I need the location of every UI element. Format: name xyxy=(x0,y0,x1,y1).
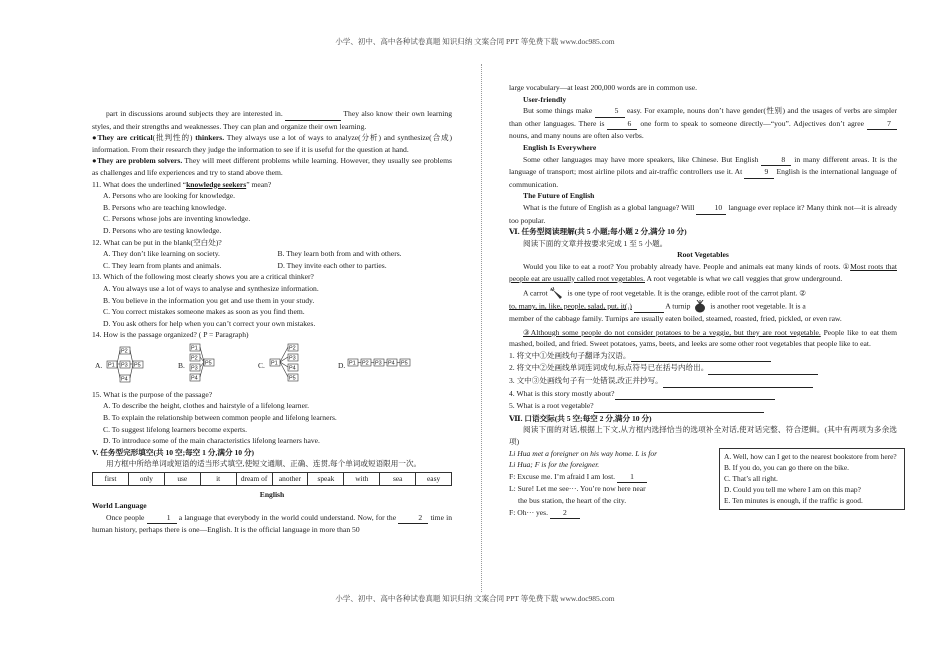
ev-text: Some other languages may have more speakers, like Chinese. But English xyxy=(523,154,759,164)
uf-text: easy. For example, nouns don’t have gender(性别) and the xyxy=(626,106,811,116)
q13-option-a[interactable]: A. You always use a lot of ways to analyse and synthesize information. xyxy=(103,283,319,293)
rv-text: or even raw. xyxy=(804,314,842,324)
q14-d-node: P4 xyxy=(388,360,395,367)
rv-text: roots. ① xyxy=(823,261,851,271)
q14-b-node: P1 xyxy=(191,345,198,352)
subheading-user-friendly: User-friendly xyxy=(523,94,567,104)
q15-option-d[interactable]: D. To introduce some of the main characteristics lifelong learners have. xyxy=(103,436,320,446)
q13-option-c[interactable]: C. You correct mistakes someone makes as soon as you find them. xyxy=(103,307,305,317)
rv-text: A carrot xyxy=(523,288,548,298)
rv-text: veggies that grow underground. xyxy=(745,273,843,283)
uf-text: one form to speak to someone xyxy=(640,118,737,128)
dialogue-line: Li Hua met a foreigner on his way home. L is for xyxy=(509,448,658,458)
option-e[interactable]: E. Ten minutes is enough, if the traffic is good. xyxy=(724,496,863,506)
section5-instruction: 用方框中所给单词或短语的适当形式填空,使短文通顺、正确、连贯,每个单词或短语限用一次。 xyxy=(106,459,422,469)
q12-question: 12. What can be put in the blank(空白处)? xyxy=(92,237,222,247)
right-column xyxy=(509,62,897,519)
q14-a-node: P4 xyxy=(121,376,128,383)
q14-a-node: P5 xyxy=(134,362,141,369)
task-1 xyxy=(509,350,897,363)
q12-option-b[interactable]: B. They learn both from and with others. xyxy=(277,249,402,259)
q15-option-c[interactable]: C. To suggest lifelong learners become experts. xyxy=(103,424,247,434)
task-3 xyxy=(509,375,897,388)
blank-7[interactable]: 7 xyxy=(867,118,897,131)
root-paragraph-2 xyxy=(509,287,897,325)
q14-diagram-svg xyxy=(92,342,432,388)
dialogue-line: L: Sure! Let me see···. You’re now here near xyxy=(509,484,646,494)
q15-option-a[interactable]: A. To describe the height, clothes and hairstyle of a lifelong learner. xyxy=(103,401,309,411)
bullet-dot-icon: ● xyxy=(92,156,97,166)
watermark-bottom: 小学、初中、高中各种试卷真题 知识归纳 文案合同 PPT 等免费下载 www.doc985.com xyxy=(335,594,615,603)
q11-option-b[interactable]: B. Persons who are teaching knowledge. xyxy=(103,202,227,212)
bullet-problem-head: They are problem solvers. xyxy=(96,156,183,166)
word-box-item: dream of xyxy=(237,473,273,485)
passage-title-root-vegetables: Root Vegetables xyxy=(677,250,729,260)
blank-6[interactable]: 6 xyxy=(607,118,637,131)
option-c[interactable]: C. That’s all right. xyxy=(724,474,778,484)
blank-9[interactable]: 9 xyxy=(744,166,774,179)
rv-text: Would you like to eat a root? You probably already have. People and animals eat many kinds of xyxy=(523,261,821,271)
q14-a-node: P1 xyxy=(108,362,115,369)
uf-text: usages of verbs are simpler than other languages. There is xyxy=(509,106,897,128)
task-5 xyxy=(509,400,897,413)
dialogue-blank-1[interactable]: 1 xyxy=(617,471,647,484)
rv-text: is another root vegetable. It is a xyxy=(710,301,806,311)
bullet-critical-cn: (批判性的) xyxy=(152,133,193,143)
answer-line[interactable] xyxy=(631,350,771,363)
bullet-critical-head: They are critical xyxy=(97,133,153,143)
task-text: 4. What is this story mostly about? xyxy=(509,388,615,398)
passage-title-english: English xyxy=(259,489,285,499)
blank-2[interactable]: 2 xyxy=(398,512,428,525)
task-text: 5. What is a root vegetable? xyxy=(509,401,594,411)
q14-d-node: P3 xyxy=(375,360,382,367)
q14-d-node: P2 xyxy=(362,360,369,367)
option-b[interactable]: B. If you do, you can go there on the bike. xyxy=(724,462,849,472)
dialogue-blank-2[interactable]: 2 xyxy=(550,507,580,520)
rv-text: People like to eat them mashed, boiled, and fried. Sweet potatoes, yams, beets, and leeks are xyxy=(509,327,897,349)
word-box-item: only xyxy=(129,473,165,485)
word-box-item: another xyxy=(273,473,309,485)
blank-1[interactable]: 1 xyxy=(147,512,177,525)
q14-c-node: P2 xyxy=(289,345,296,352)
word-box-item: first xyxy=(93,473,129,485)
answer-line[interactable] xyxy=(615,388,775,401)
q14-d-node: P1 xyxy=(349,360,356,367)
q12-option-a[interactable]: A. They don’t like learning on society. xyxy=(103,249,220,259)
options-box xyxy=(719,448,905,510)
section7-instruction: 阅读下面的对话,根据上下文,从方框内选择恰当的选项补全对话,使对话完整、符合逻辑。(其中有两项为多余选项) xyxy=(509,425,897,447)
vocab-line: large vocabulary—at least 200,000 words are in common use. xyxy=(509,83,697,92)
dialogue-line xyxy=(509,507,714,520)
question-12 xyxy=(92,237,452,272)
q11-option-a[interactable]: A. Persons who are looking for knowledge. xyxy=(103,191,236,201)
q15-question: 15. What is the purpose of the passage? xyxy=(92,389,213,399)
root-paragraph-3 xyxy=(509,327,897,350)
q11-option-c[interactable]: C. Persons whose jobs are inventing knowledge. xyxy=(103,214,251,224)
subheading-world-language: World Language xyxy=(92,501,147,511)
section6-title: Ⅵ. 任务型阅读理解(共 5 小题;每小题 2 分,满分 10 分) xyxy=(509,227,687,237)
q14-diagrams xyxy=(92,342,452,388)
bullet-critical-tail: thinkers. xyxy=(192,133,225,143)
fu-text: Many think not—it is already too popular. xyxy=(509,202,897,225)
task-text: 1. 将文中①处画线句子翻译为汉语。 xyxy=(509,350,631,360)
wl-text: a language that everybody in the world could understand. Now, for the xyxy=(178,512,397,522)
word-box xyxy=(92,472,452,486)
dialogue-line: the bus station, the heart of the city. xyxy=(518,496,627,505)
question-13 xyxy=(92,271,452,329)
blank-10[interactable]: 10 xyxy=(696,202,726,215)
q14-c-node: P4 xyxy=(289,365,296,372)
ev-text: different areas. It is the language of transport; most airline pilots and air-traffic controllers use it. At xyxy=(509,154,897,177)
word-box-item: speak xyxy=(308,473,344,485)
ev-text: English is the international language of communication. xyxy=(509,167,897,189)
rv-text: A root vegetable is what we call xyxy=(645,273,744,283)
rv-text: is one type of root vegetable. It is the orange, edible root of the carrot plant. ② xyxy=(567,288,807,298)
blank-8[interactable]: 8 xyxy=(761,154,791,167)
intro-paragraph xyxy=(92,108,452,132)
q11-pre: 11. What does the underlined “ xyxy=(92,179,187,189)
dialogue-text: F: Excuse me. I’m afraid I am lost. xyxy=(509,471,616,481)
q14-b-node: P2 xyxy=(191,355,198,362)
q14-b-node: P3 xyxy=(191,365,198,372)
left-column xyxy=(92,62,452,536)
everywhere-paragraph xyxy=(509,154,897,191)
section-5 xyxy=(92,447,452,536)
q11-option-d[interactable]: D. Persons who are testing knowledge. xyxy=(103,225,222,235)
q14-c-node: P1 xyxy=(271,360,278,367)
ev-text: in many xyxy=(794,154,820,164)
intro-blank xyxy=(285,108,341,121)
q14-label-b: B. xyxy=(178,360,185,370)
intro-line-1: part in discussions around subjects they are interested in. xyxy=(106,109,283,118)
user-friendly-paragraph xyxy=(509,105,897,142)
fu-text: language ever replace it? xyxy=(728,202,805,212)
task-text: 2. 将文中②处画线单词连词成句,标点符号已在括号内给出。 xyxy=(509,363,709,373)
uf-text: directly—“you”. Adjectives don’t agree xyxy=(739,118,865,128)
rv-text: some other root vegetables that people like to eat. xyxy=(720,339,871,349)
dialogue-area xyxy=(509,448,897,520)
fu-text: What is the future of English as a global language? Will xyxy=(523,202,695,212)
q14-a-node: P3 xyxy=(121,362,128,369)
q12-option-d[interactable]: D. They invite each other to parties. xyxy=(277,260,387,270)
task-2 xyxy=(509,362,897,375)
answer-line[interactable] xyxy=(594,400,764,413)
dialogue-line xyxy=(509,471,714,484)
word-box-item: use xyxy=(165,473,201,485)
rv-text: A turnip xyxy=(665,301,691,311)
watermark-top: 小学、初中、高中各种试卷真题 知识归纳 文案合同 PPT 等免费下载 www.doc985.com xyxy=(335,37,615,46)
root-paragraph-1 xyxy=(509,261,897,284)
future-paragraph xyxy=(509,202,897,226)
q14-c-node: P5 xyxy=(289,375,296,382)
question-14 xyxy=(92,329,452,388)
uf-text: But some things make xyxy=(523,106,593,116)
q13-option-b[interactable]: B. You believe in the information you get and use them in your study. xyxy=(103,295,315,305)
q14-label-d: D. xyxy=(338,360,346,370)
bullet-dot-icon: ● xyxy=(92,133,98,143)
task-text: 3. 文中③处画线句子有一处错误,改正并抄写。 xyxy=(509,376,663,386)
bullet-critical-body: They always use a lot of ways to analyze(分析) and synthesize(合成) information. From their research they judge the information to see if it is useful for the question at hand. xyxy=(92,133,453,154)
q12-option-c[interactable]: C. They learn from plants and animals. xyxy=(103,260,222,270)
wl-text: Once people xyxy=(106,512,145,522)
q14-label-a: A. xyxy=(95,360,103,370)
q14-label-c: C. xyxy=(258,360,265,370)
underlined-words-2: to, many, in, like, people, salad, put, it(.) xyxy=(509,301,632,311)
q14-b-node: P4 xyxy=(191,375,198,382)
underlined-sentence-3: ③Although some people do not consider potatoes to be a veggie, but they are root vegetable. xyxy=(523,327,821,337)
section7-title: Ⅶ. 口语交际(共 5 空;每空 2 分,满分 10 分) xyxy=(509,413,652,423)
section-6 xyxy=(509,226,897,413)
dialogue-line: Li Hua; F is for the foreigner. xyxy=(509,460,600,470)
uf-text: nouns, and many nouns are often also verbs. xyxy=(509,131,644,141)
blank-5[interactable]: 5 xyxy=(595,105,625,118)
question-15 xyxy=(92,389,452,447)
q14-d-node: P5 xyxy=(401,360,408,367)
word-box-item: sea xyxy=(380,473,416,485)
q14-a-node: P2 xyxy=(121,348,128,355)
subheading-future: The Future of English xyxy=(523,191,595,201)
dialogue xyxy=(509,448,714,520)
q15-option-b[interactable]: B. To explain the relationship between common people and lifelong learners. xyxy=(103,413,337,423)
subheading-everywhere: English Is Everywhere xyxy=(523,142,597,152)
q13-option-d[interactable]: D. You ask others for help when you can’t correct your own mistakes. xyxy=(103,318,316,328)
q14-question: 14. How is the passage organized? ( P = Paragraph) xyxy=(92,330,249,340)
bullet-problem-body: They will meet different problems while learning. However, they usually see problems as challenges and life experiences and try to stand above them. xyxy=(92,156,452,177)
world-language-paragraph xyxy=(92,512,452,536)
q11-keyword: knowledge seekers xyxy=(186,179,247,189)
turnip-icon xyxy=(692,300,708,313)
section6-instruction: 阅读下面的文章并按要求完成 1 至 5 小题。 xyxy=(523,238,668,248)
option-d[interactable]: D. Could you tell me where I am on this map? xyxy=(724,485,861,495)
word-box-item: easy xyxy=(427,474,441,484)
answer-line[interactable] xyxy=(634,300,664,313)
word-box-item: it xyxy=(201,473,237,485)
q13-question: 13. Which of the following most clearly shows you are a critical thinker? xyxy=(92,272,314,282)
question-11 xyxy=(92,179,452,237)
bullet-critical xyxy=(92,132,452,155)
section-7 xyxy=(509,413,897,519)
bullet-problem xyxy=(92,155,452,178)
section5-title: V. 任务型完形填空(共 10 空;每空 1 分,满分 10 分) xyxy=(92,447,255,457)
column-divider xyxy=(481,64,482,592)
q14-c-node: P3 xyxy=(289,355,296,362)
answer-line[interactable] xyxy=(708,362,818,375)
underlined-sentence-1: Most roots that people eat are usually called root vegetables. xyxy=(509,261,897,283)
q14-b-node: P5 xyxy=(205,360,212,367)
word-box-item: with xyxy=(344,473,380,485)
task-4 xyxy=(509,388,897,401)
wl-text: time in human history, perhaps there is one—English. It is the official language in more than 50 xyxy=(92,512,453,535)
rv-text: member of the cabbage family. Turnips are usually eaten boiled, steamed, roasted, fried, pickled, xyxy=(509,314,803,324)
answer-line[interactable] xyxy=(663,375,813,388)
carrot-icon xyxy=(550,287,566,300)
dialogue-text: F: Oh··· yes. xyxy=(509,507,549,517)
intro-line-2: They also know their own learning styles, and their strengths and weaknesses. They can plan and organize their own learning. xyxy=(92,109,452,131)
option-a[interactable]: A. Well, how can I get to the nearest bookstore from here? xyxy=(724,451,897,461)
q11-post: ” mean? xyxy=(246,179,272,189)
